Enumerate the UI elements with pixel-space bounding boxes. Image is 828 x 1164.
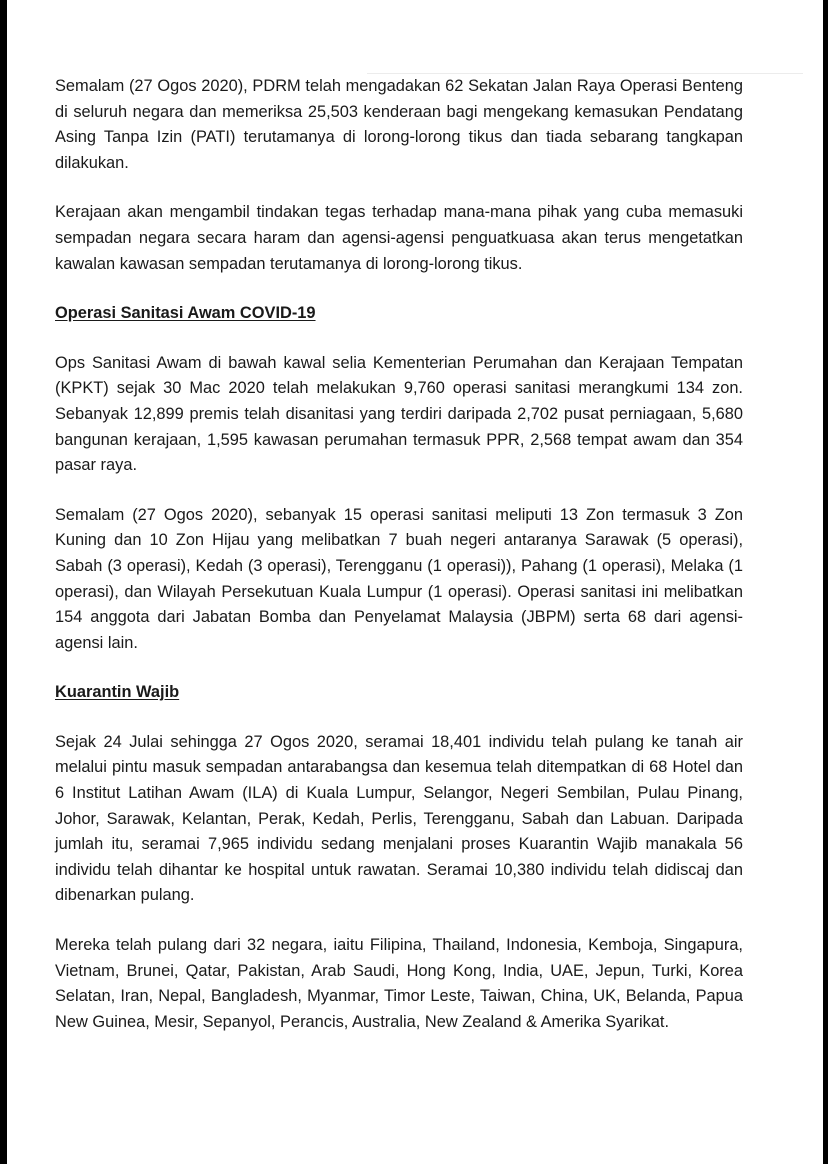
paragraph-quarantine-summary: Sejak 24 Julai sehingga 27 Ogos 2020, seramai 18,401 individu telah pulang ke tanah air melalui pintu masuk sempadan antarabangsa dan kesemua telah ditempatkan di 68 Hotel dan 6 Institut Latihan Awam (ILA) di Kuala Lumpur, Selangor, Negeri Sembilan, Pulau Pinang, Johor, Sarawak, Kelantan, Perak, Kedah, Perlis, Terengganu, Sabah dan Labuan. Daripada jumlah itu, seramai 7,965 individu sedang menjalani proses Kuarantin Wajib manakala 56 individu telah dihantar ke hospital untuk rawatan. Seramai 10,380 individu telah didiscaj dan dibenarkan pulang. xyxy=(55,732,743,905)
section-heading-quarantine: Kuarantin Wajib xyxy=(55,683,180,702)
paragraph-quarantine-countries: Mereka telah pulang dari 32 negara, iaitu Filipina, Thailand, Indonesia, Kemboja, Singapura, Vietnam, Brunei, Qatar, Pakistan, Arab Saudi, Hong Kong, India, UAE, Jepun, Turki, Korea Selatan, Iran, Nepal, Bangladesh, Myanmar, Timor Leste, Taiwan, China, UK, Belanda, Papua New Guinea, Mesir, Sepanyol, Perancis, Australia, New Zealand & Amerika Syarikat. xyxy=(55,936,743,1031)
document-body xyxy=(55,74,743,1059)
paragraph-sanitation-yesterday: Semalam (27 Ogos 2020), sebanyak 15 operasi sanitasi meliputi 13 Zon termasuk 3 Zon Kuning dan 10 Zon Hijau yang melibatkan 7 buah negeri antaranya Sarawak (5 operasi), Sabah (3 operasi), Kedah (3 operasi), Terengganu (1 operasi)), Pahang (1 operasi), Melaka (1 operasi), dan Wilayah Persekutuan Kuala Lumpur (1 operasi). Operasi sanitasi ini melibatkan 154 anggota dari Jabatan Bomba dan Penyelamat Malaysia (JBPM) serta 68 dari agensi-agensi lain. xyxy=(55,505,743,652)
section-heading-sanitation: Operasi Sanitasi Awam COVID-19 xyxy=(55,304,316,323)
document-page xyxy=(7,0,823,1164)
paragraph-roadblocks: Semalam (27 Ogos 2020), PDRM telah mengadakan 62 Sekatan Jalan Raya Operasi Benteng di seluruh negara dan memeriksa 25,503 kenderaan bagi mengekang kemasukan Pendatang Asing Tanpa Izin (PATI) terutamanya di lorong-lorong tikus dan tiada sebarang tangkapan dilakukan. xyxy=(55,77,743,172)
paragraph-border-enforcement: Kerajaan akan mengambil tindakan tegas terhadap mana-mana pihak yang cuba memasuki sempadan negara secara haram dan agensi-agensi penguatkuasa akan terus mengetatkan kawalan kawasan sempadan terutamanya di lorong-lorong tikus. xyxy=(55,203,743,273)
paragraph-sanitation-summary: Ops Sanitasi Awam di bawah kawal selia Kementerian Perumahan dan Kerajaan Tempatan (KPKT) sejak 30 Mac 2020 telah melakukan 9,760 operasi sanitasi merangkumi 134 zon. Sebanyak 12,899 premis telah disanitasi yang terdiri daripada 2,702 pusat perniagaan, 5,680 bangunan kerajaan, 1,595 kawasan perumahan termasuk PPR, 2,568 tempat awam dan 354 pasar raya. xyxy=(55,353,743,475)
